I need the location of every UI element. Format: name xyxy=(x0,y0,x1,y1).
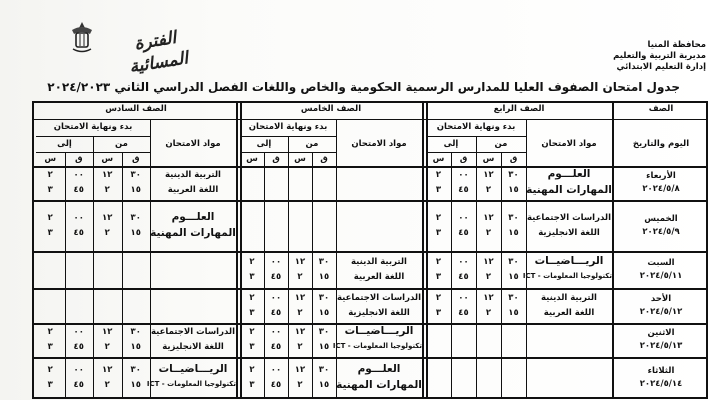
governorate-label: محافظة المنيا xyxy=(647,40,706,50)
time-value: ١٢ xyxy=(102,170,113,180)
time-value: ٢ xyxy=(297,380,303,390)
time-unit-label: ق xyxy=(272,154,280,164)
time-unit-label: ق xyxy=(320,154,328,164)
time-value: ٤٥ xyxy=(270,271,282,282)
time-value: ٢ xyxy=(435,170,442,180)
time-value: ٤٥ xyxy=(73,380,84,390)
grid-line xyxy=(426,136,526,137)
time-value: ١٥ xyxy=(130,380,141,390)
time-value: ٣٠ xyxy=(508,212,519,223)
time-value: ١٢ xyxy=(483,256,494,267)
time-value: ٢ xyxy=(47,212,53,223)
time-unit-label: س xyxy=(294,154,306,164)
to-label: إلى xyxy=(256,139,272,149)
grid-line xyxy=(65,152,66,399)
time-value: ٣٠ xyxy=(318,327,330,337)
grid-line xyxy=(236,101,238,399)
subject-name: تكنولوجيا المعلومات - ICT xyxy=(522,271,612,280)
time-unit-label: ق xyxy=(131,154,140,164)
time-value: ٢ xyxy=(435,292,442,303)
time-value: ١٢ xyxy=(483,292,494,303)
time-value: ٢ xyxy=(104,185,110,195)
time-unit-label: س xyxy=(246,154,258,164)
subject-name: التربية الدينية xyxy=(541,292,597,303)
time-value: ٣ xyxy=(47,185,53,195)
exam-date: ٢٠٢٤/٥/٨ xyxy=(642,184,680,194)
time-unit-label: ق xyxy=(459,154,468,164)
grade-header: الصف xyxy=(648,104,674,114)
grid-line xyxy=(240,136,336,137)
time-value: ١٢ xyxy=(294,292,306,303)
time-value: ٣٠ xyxy=(130,327,141,337)
grid-line xyxy=(32,357,708,359)
time-value: ٢ xyxy=(485,227,492,238)
evening-shift-stamp: الفترة المسائية xyxy=(127,27,190,78)
time-value: ١٢ xyxy=(102,212,113,223)
time-value: ٣٠ xyxy=(130,212,141,223)
time-value: ١٥ xyxy=(318,380,330,390)
exam-date: ٢٠٢٤/٥/١١ xyxy=(639,270,683,281)
time-value: ٠٠ xyxy=(73,212,84,223)
time-value: ٠٠ xyxy=(458,170,469,180)
egypt-eagle-emblem-icon xyxy=(68,20,96,56)
time-value: ٤٥ xyxy=(458,271,469,282)
time-unit-label: ق xyxy=(74,154,83,164)
exam-date: ٢٠٢٤/٥/١٢ xyxy=(639,306,683,317)
subject-name: اللغة العربية xyxy=(543,307,595,318)
time-value: ١٥ xyxy=(508,227,519,238)
time-value: ٢ xyxy=(297,271,303,282)
time-value: ٣ xyxy=(435,271,442,282)
grid-line xyxy=(451,152,452,399)
time-value: ٣ xyxy=(47,342,53,352)
time-value: ٣ xyxy=(435,227,442,238)
exam-date: ٢٠٢٤/٥/١٣ xyxy=(639,341,683,351)
grid-line xyxy=(422,101,424,399)
day-name: الخميس xyxy=(644,213,678,224)
from-label: من xyxy=(115,139,128,149)
subject-name: تكنولوجيا المعلومات - ICT xyxy=(146,380,236,388)
subject-name: العلـــوم xyxy=(547,168,591,180)
issuer-block xyxy=(613,40,706,73)
grid-line xyxy=(476,136,477,399)
grade-title: الصف الرابع xyxy=(493,104,545,114)
time-value: ٢ xyxy=(249,256,255,267)
day-name: السبت xyxy=(647,257,675,268)
time-value: ٤٥ xyxy=(458,185,469,195)
time-value: ٢ xyxy=(435,212,442,223)
time-value: ١٥ xyxy=(318,271,330,282)
time-value: ٣٠ xyxy=(508,292,519,303)
subject-name: الريـــاضيــات xyxy=(158,363,228,375)
subject-name: التربية الدينية xyxy=(351,256,407,267)
grade-title: الصف السادس xyxy=(105,104,167,114)
time-value: ٣ xyxy=(249,271,255,282)
time-value: ٣ xyxy=(435,185,442,195)
time-unit-label: س xyxy=(432,154,445,164)
time-value: ٠٠ xyxy=(458,212,469,223)
time-value: ١٥ xyxy=(318,307,330,318)
time-value: ٤٥ xyxy=(73,185,84,195)
time-value: ١٢ xyxy=(294,327,306,337)
subject-name: الدراسات الاجتماعية xyxy=(526,212,612,223)
subjects-header: مواد الامتحان xyxy=(351,139,407,149)
subject-name: اللغة العربية xyxy=(167,185,219,195)
page-title: جدول امتحان الصفوف العليا للمدارس الرسمية الحكومية والخاص واللغات الفصل الدراسي الثاني ٢٠٢٤/٢٠٢٣ xyxy=(47,80,680,94)
time-value: ٢ xyxy=(485,307,492,318)
day-name: الثلاثاء xyxy=(647,366,675,376)
subject-name: اللغة الانجليزية xyxy=(538,227,600,238)
subject-name: العلـــوم xyxy=(171,210,215,223)
time-value: ١٥ xyxy=(130,185,141,195)
subjects-header: مواد الامتحان xyxy=(165,139,221,149)
grade-title: الصف الخامس xyxy=(300,104,362,114)
time-value: ٠٠ xyxy=(73,170,84,180)
time-value: ٢ xyxy=(249,292,255,303)
to-label: إلى xyxy=(443,139,459,149)
time-value: ٢ xyxy=(249,327,255,337)
subject-name: العلـــوم xyxy=(357,363,401,375)
time-value: ٠٠ xyxy=(270,327,282,337)
grid-line xyxy=(32,251,708,253)
grid-line xyxy=(32,288,708,290)
grid-line xyxy=(426,152,526,153)
time-value: ١٢ xyxy=(294,256,306,267)
time-value: ٣٠ xyxy=(508,256,519,267)
time-value: ٣ xyxy=(249,380,255,390)
subject-name: اللغة الانجليزية xyxy=(348,307,410,318)
time-value: ١٥ xyxy=(130,342,141,352)
time-value: ٣٠ xyxy=(318,256,330,267)
time-value: ٣٠ xyxy=(318,292,330,303)
subject-name: المهارات المهنية xyxy=(526,184,612,196)
time-value: ٢ xyxy=(47,327,53,337)
time-value: ٤٥ xyxy=(73,227,84,238)
grid-line xyxy=(36,152,150,153)
subject-name: اللغة العربية xyxy=(353,271,405,282)
day-name: الأربعاء xyxy=(646,171,676,181)
time-value: ١٢ xyxy=(483,170,494,180)
time-value: ٣٠ xyxy=(130,170,141,180)
time-value: ٢ xyxy=(249,365,255,375)
time-value: ٣ xyxy=(47,227,53,238)
subject-name: التربية الدينية xyxy=(165,170,221,180)
time-value: ٣ xyxy=(47,380,53,390)
time-value: ٣٠ xyxy=(318,365,330,375)
time-unit-label: س xyxy=(482,154,495,164)
grid-line xyxy=(93,136,94,399)
time-unit-label: س xyxy=(101,154,114,164)
day-name: الأحد xyxy=(650,293,672,304)
time-value: ١٥ xyxy=(508,271,519,282)
subject-name: تكنولوجيا المعلومات - ICT xyxy=(332,342,422,350)
time-value: ٢ xyxy=(104,342,110,352)
grid-line xyxy=(36,136,150,137)
time-value: ٢ xyxy=(485,271,492,282)
time-value: ١٢ xyxy=(294,365,306,375)
time-value: ١٢ xyxy=(102,327,113,337)
time-value: ٤٥ xyxy=(270,342,282,352)
subject-name: اللغة الانجليزية xyxy=(162,342,224,352)
time-value: ٠٠ xyxy=(270,365,282,375)
time-value: ٢ xyxy=(104,380,110,390)
time-value: ٠٠ xyxy=(458,256,469,267)
administration-label: إدارة التعليم الابتدائي xyxy=(616,62,706,72)
day-name: الاثنين xyxy=(647,328,675,338)
subjects-header: مواد الامتحان xyxy=(541,139,597,149)
time-value: ٠٠ xyxy=(270,292,282,303)
time-header: بدء ونهاية الامتحان xyxy=(53,122,133,132)
grid-line xyxy=(32,119,708,120)
time-value: ٠٠ xyxy=(73,365,84,375)
exam-date: ٢٠٢٤/٥/١٤ xyxy=(639,379,683,389)
time-value: ٤٥ xyxy=(270,380,282,390)
time-value: ٢ xyxy=(104,227,110,238)
grid-line xyxy=(312,152,313,399)
time-value: ١٥ xyxy=(130,227,141,238)
from-label: من xyxy=(305,139,319,149)
exam-date: ٢٠٢٤/٥/٩ xyxy=(642,226,680,237)
time-value: ٢ xyxy=(297,342,303,352)
day-date-header: اليوم والتاريخ xyxy=(632,139,690,149)
time-value: ١٥ xyxy=(318,342,330,352)
time-value: ٢ xyxy=(435,256,442,267)
time-value: ٠٠ xyxy=(73,327,84,337)
time-value: ٢ xyxy=(297,307,303,318)
grid-line xyxy=(240,152,336,153)
time-unit-label: ق xyxy=(509,154,518,164)
subject-name: المهارات المهنية xyxy=(150,226,236,239)
directorate-label: مديرية التربية والتعليم xyxy=(613,51,706,61)
time-value: ٣ xyxy=(435,307,442,318)
time-value: ٤٥ xyxy=(270,307,282,318)
time-value: ٤٥ xyxy=(458,227,469,238)
time-value: ١٥ xyxy=(508,307,519,318)
grid-line xyxy=(122,152,123,399)
time-value: ٣ xyxy=(249,342,255,352)
time-value: ٣٠ xyxy=(508,170,519,180)
subject-name: الريـــاضيــات xyxy=(344,325,414,337)
subject-name: الريـــاضيــات xyxy=(534,254,604,267)
subject-name: الدراسات الاجتماعية xyxy=(336,292,422,303)
time-value: ٠٠ xyxy=(458,292,469,303)
grid-line xyxy=(501,152,502,399)
grid-line xyxy=(288,136,289,399)
subject-name: المهارات المهنية xyxy=(336,379,422,391)
time-value: ٠٠ xyxy=(270,256,282,267)
time-value: ١٢ xyxy=(483,212,494,223)
subject-name: الدراسات الاجتماعية xyxy=(150,327,236,337)
time-value: ١٢ xyxy=(102,365,113,375)
from-label: من xyxy=(494,139,508,149)
time-value: ١٥ xyxy=(508,185,519,195)
time-unit-label: س xyxy=(44,154,57,164)
time-value: ٣٠ xyxy=(130,365,141,375)
time-value: ٤٥ xyxy=(458,307,469,318)
time-value: ٢ xyxy=(47,170,53,180)
to-label: إلى xyxy=(57,139,72,149)
grid-line xyxy=(264,152,265,399)
time-value: ٢ xyxy=(47,365,53,375)
time-value: ٤٥ xyxy=(73,342,84,352)
grid-line xyxy=(32,200,708,202)
time-value: ٢ xyxy=(485,185,492,195)
time-header: بدء ونهاية الامتحان xyxy=(248,122,328,132)
time-value: ٣ xyxy=(249,307,255,318)
time-header: بدء ونهاية الامتحان xyxy=(436,122,516,132)
